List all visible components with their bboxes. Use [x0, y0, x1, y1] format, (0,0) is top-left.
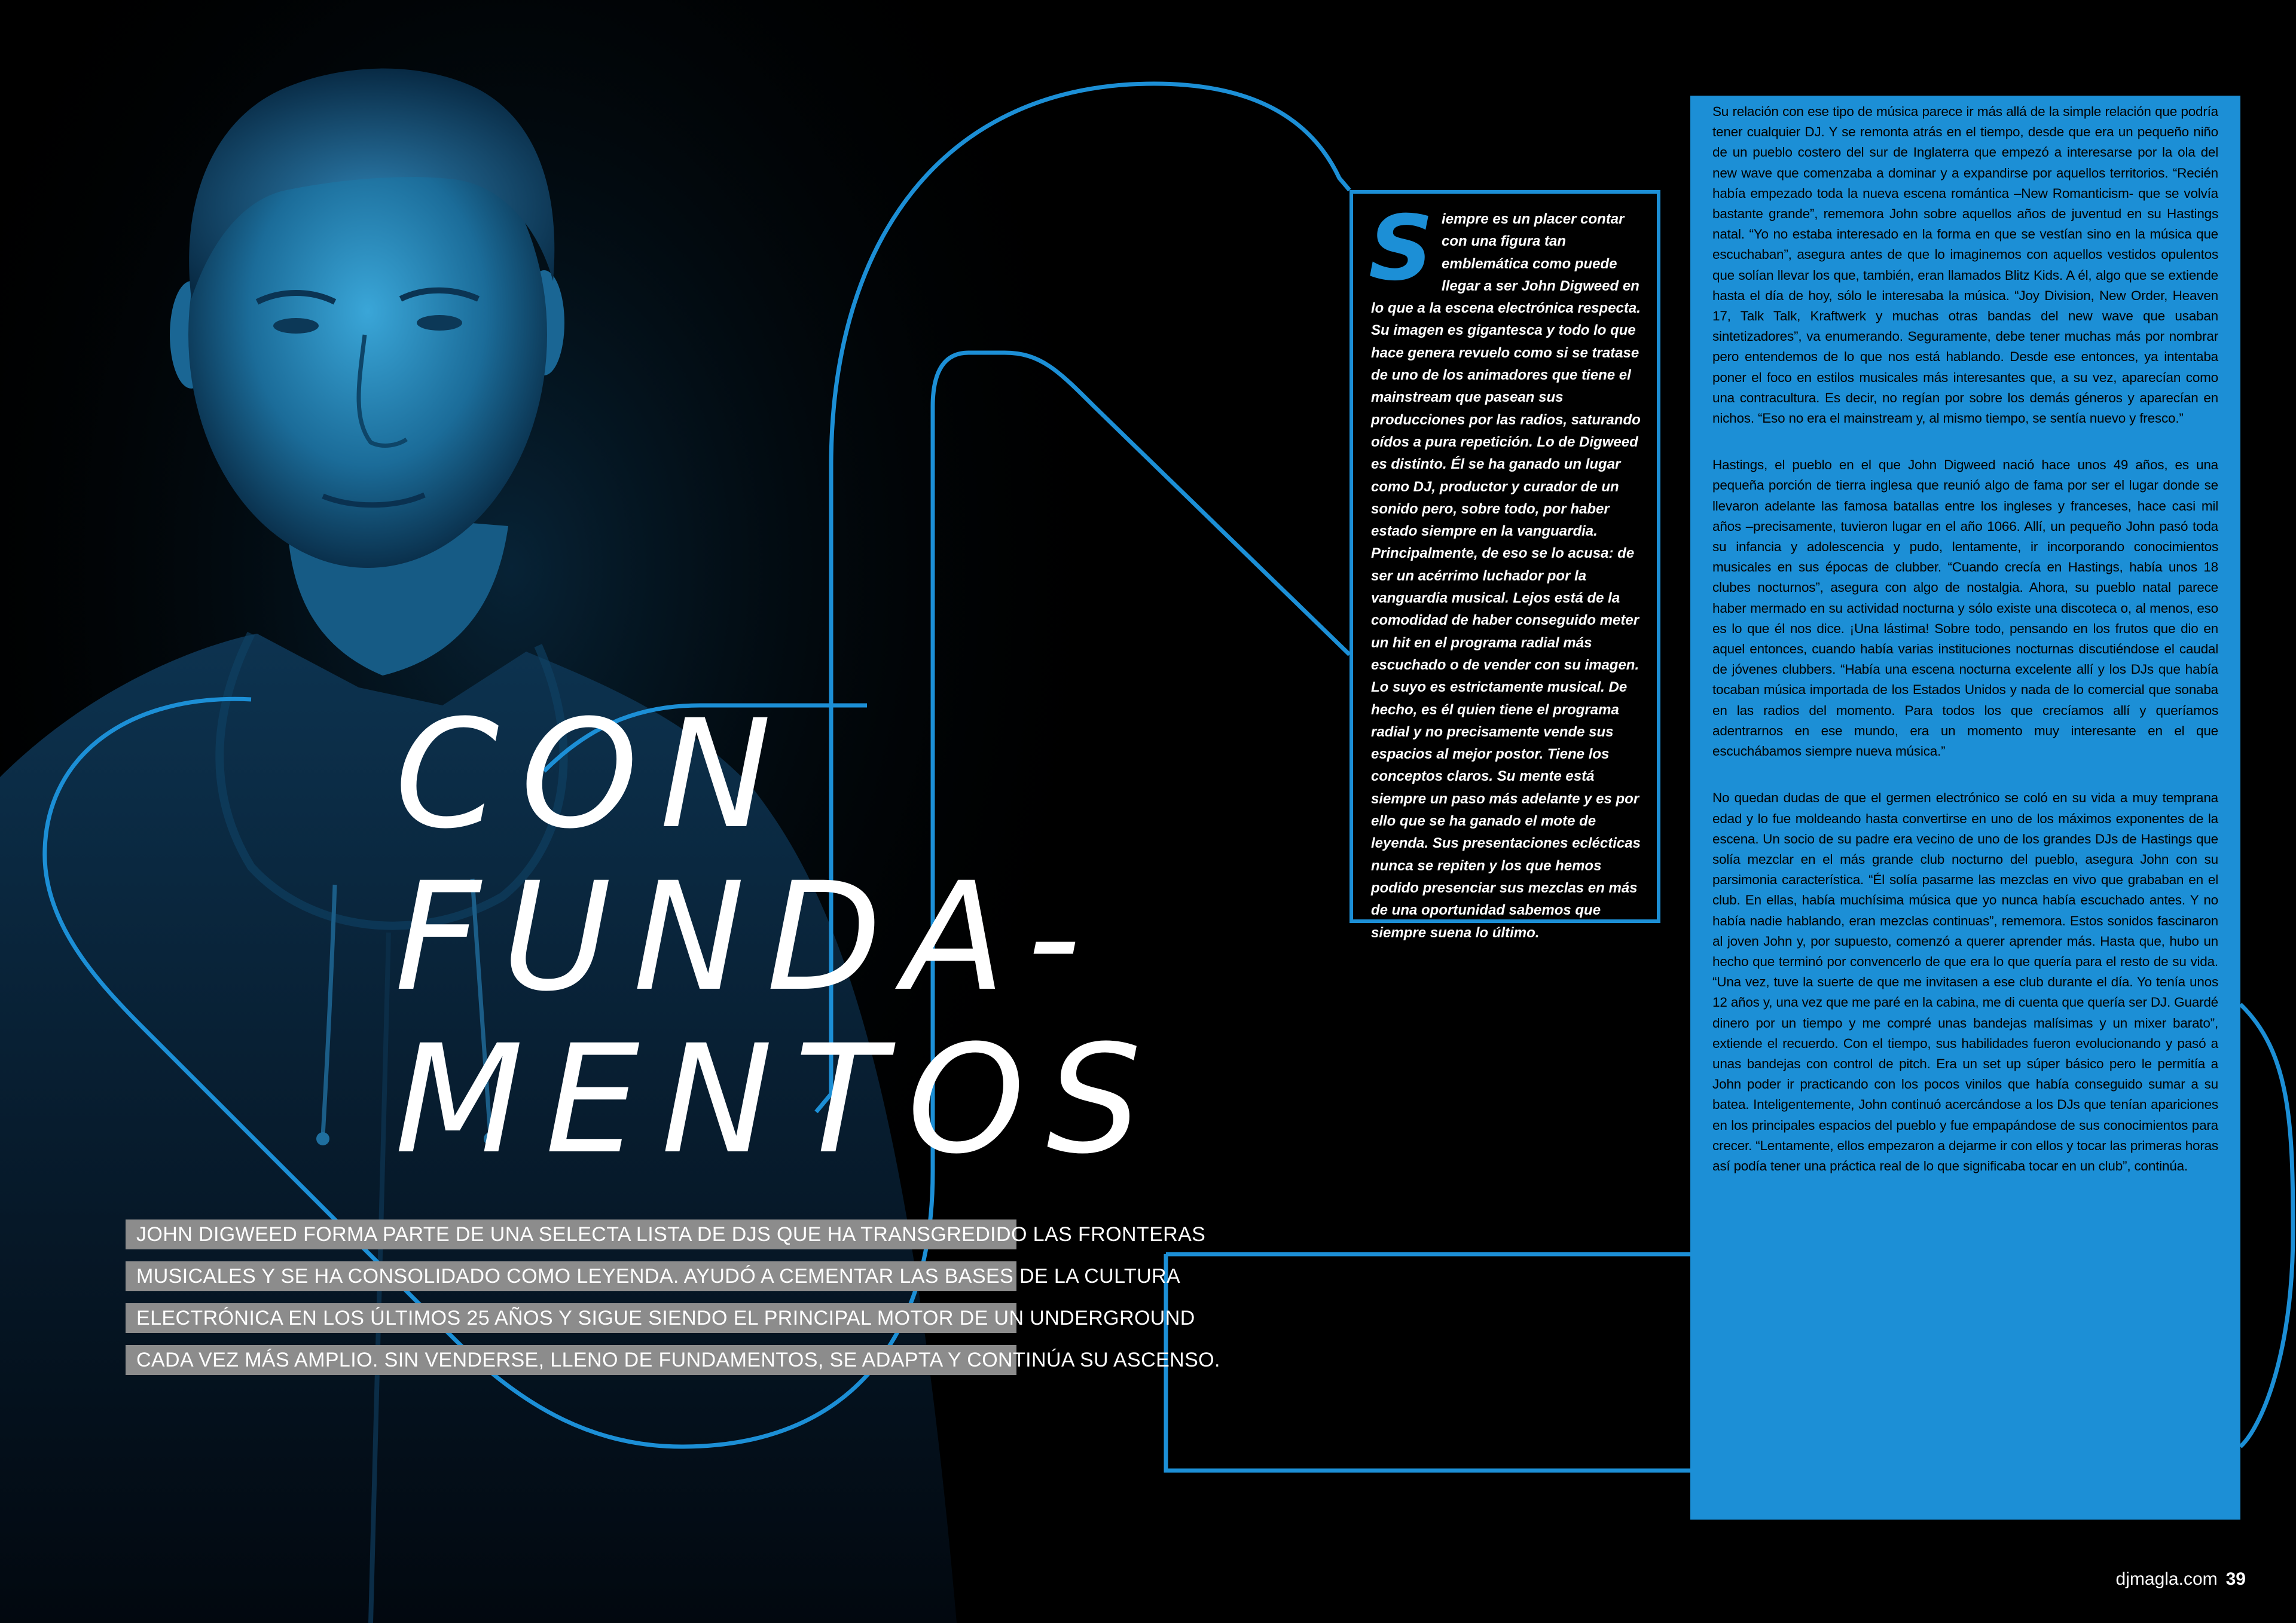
deck-line: ELECTRÓNICA EN LOS ÚLTIMOS 25 AÑOS Y SIGUE SIENDO EL PRINCIPAL MOTOR DE UN UNDERGROUND	[126, 1303, 1016, 1333]
deck-line: MUSICALES Y SE HA CONSOLIDADO COMO LEYENDA. AYUDÓ A CEMENTAR LAS BASES DE LA CULTURA	[126, 1261, 1016, 1291]
body-paragraph: No quedan dudas de que el germen electrónico se coló en su vida a muy temprana edad y lo fue moldeando hasta convertirse en uno de los máximos exponentes de la escena. Un socio de su padre era vecino de uno de los grandes DJs de Hastings que solía mezclar en el más grande club nocturno del pueblo, asegura John con su parsimonia característica. “Él solía pasarme las mezclas en vivo que grababan en el club. En ellas, había muchísima música que yo nunca había escuchado antes. Y no había nadie hablando, eran mezclas continuas”, rememora. Estos sonidos fascinaron al joven John y, por supuesto, comenzó a querer aprender más. Hasta que, hubo un hecho que terminó por convencerlo de que era lo que quería para el resto de su vida. “Una vez, tuve la suerte de que me invitasen a ese club durante el día. Yo tenía unos 12 años y, una vez que me paré en la cabina, me di cuenta que quería ser DJ. Guardé dinero por un tiempo y me compré unas bandejas malísimas y un mixer barato”, extiende el recuerdo. Con el tiempo, sus habilidades fueron evolucionando y pasó a unas bandejas con control de pitch. Era un set up súper básico pero le permitía a John poder ir practicando con los pocos vinilos que había conseguido sumar a su batea. Inteligentemente, John continuó acercándose a los DJs que tenían apariciones en los principales espacios del pueblo y fue empapándose de sus conocimientos para crecer. “Lentamente, ellos empezaron a dejarme ir con ellos y tocar las primeras horas así podía tener una práctica real de lo que significaba tocar en un club”, continúa.	[1712, 790, 2218, 1173]
page-footer	[2116, 1569, 2246, 1590]
drop-cap: S	[1369, 197, 1434, 301]
intro-paragraph	[1369, 197, 1649, 944]
body-paragraph: Su relación con ese tipo de música parece ir más allá de la simple relación que podría tener cualquier DJ. Y se remonta atrás en el tiempo, desde que era un pequeño niño de un pueblo costero del sur de Inglaterra que empezó a interesarse por la ola del new wave que comenzaba a dominar y a expandirse por aquellos territorios. “Recién había empezado toda la nueva escena romántica –New Romanticism- que se volvía bastante grande”, rememora John sobre aquellos años de juventud en su Hastings natal. “Yo no estaba interesado en la forma en que se vestían sino en la música que escuchaban”, asegura antes de que lo imaginemos con aquellos vestidos opulentos que solían llevar los que, también, eran llamados Blitz Kids. A él, algo que se extiende hasta el día de hoy, sólo le interesaba la música. “Joy Division, New Order, Heaven 17, Talk Talk, Kraftwerk y muchas otras bandas del new wave que usaban sintetizadores”, va enumerando. Seguramente, debe tener muchas más por nombrar pero entendemos de lo que nos está hablando. Desde ese entonces, ya intentaba poner el foco en estilos musicales más interesantes que, a su vez, aparecían como una contracultura. Es decir, no regían por sobre los demás géneros y aparecían en nichos. “Eso no era el mainstream y, al mismo tiempo, se sentía nuevo y fresco.”	[1712, 104, 2218, 426]
deck-line: CADA VEZ MÁS AMPLIO. SIN VENDERSE, LLENO DE FUNDAMENTOS, SE ADAPTA Y CONTINÚA SU ASCENSO.	[126, 1345, 1016, 1375]
page-number: 39	[2225, 1569, 2246, 1589]
body-column	[1690, 96, 2240, 1520]
site-url: djmagla.com	[2115, 1569, 2218, 1589]
headline-line: MENTOS	[395, 1013, 1163, 1187]
intro-text: iempre es un placer contar con una figura tan emblemática como puede llegar a ser John Digweed en lo que a la escena electrónica respecta. Su imagen es gigantesca y todo lo que hace genera revuelo como si se tratase de uno de los animadores que tiene el mainstream que pasean sus producciones por las radios, saturando oídos a pura repetición. Lo de Digweed es distinto. Él se ha ganado un lugar como DJ, productor y curador de un sonido pero, sobre todo, por haber estado siempre en la vanguardia. Principalmente, de eso se lo acusa: de ser un acérrimo luchador por la vanguardia musical. Lejos está de la comodidad de haber conseguido meter un hit en el programa radial más escuchado o de vender con su imagen. Lo suyo es estrictamente musical. De hecho, es él quien tiene el programa radial y no precisamente vende sus espacios al mejor postor. Tiene los conceptos claros. Su mente está siempre un paso más adelante y es por ello que se ha ganado el mote de leyenda. Sus presentaciones eclécticas nunca se repiten y los que hemos podido presenciar sus mezclas en más de una oportunidad sabemos que siempre suena lo último.	[1371, 211, 1641, 941]
body-paragraph: Hastings, el pueblo en el que John Digweed nació hace unos 49 años, es una pequeña porción de tierra inglesa que reunió algo de fama por ser el lugar donde se llevaron adelante las famosa batallas entre los ingleses y franceses, hace casi mil años –precisamente, tuvieron lugar en el año 1066. Allí, un pequeño John pasó toda su infancia y adolescencia y pudo, lentamente, ir incorporando conocimientos musicales en sus épocas de clubber. “Cuando crecía en Hastings, había unos 18 clubes nocturnos”, asegura con algo de nostalgia. Ahora, su pueblo natal parece haber mermado en su actividad nocturna y sólo existe una discoteca o, al menos, eso es lo que él nos dice. ¡Una lástima! Sobre todo, pensando en los frutos que dio en aquel entonces, cuando había varias instituciones nocturnas discutiéndose el caudal de jóvenes clubbers. “Había una escena nocturna excelente allí y los DJs que había tocaban música importada de los Estados Unidos y nada de lo comercial que sonaba en las radios del momento. Para todos los que crecíamos allí y queríamos adentrarnos en ese mundo, era un momento muy interesante en el que escuchábamos siempre nueva música.”	[1712, 457, 2218, 759]
deck-line: JOHN DIGWEED FORMA PARTE DE UNA SELECTA LISTA DE DJS QUE HA TRANSGREDIDO LAS FRONTERAS	[126, 1219, 1016, 1249]
article-headline	[395, 687, 1163, 1187]
headline-line: FUNDA-	[395, 850, 1103, 1024]
article-deck	[126, 1219, 1220, 1387]
headline-line: CON	[395, 687, 793, 861]
